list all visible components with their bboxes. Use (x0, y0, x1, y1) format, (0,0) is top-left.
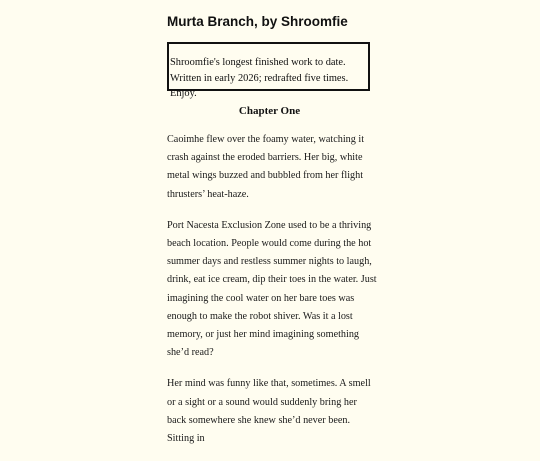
story-paragraph: Her mind was funny like that, sometimes. A smell or a sight or a sound would suddenly bring her back somewhere she knew she’d never been. Sitting in (167, 378, 371, 445)
author-note-box: Shroomfie's longest finished work to date. Written in early 2026; redrafted five times. Enjoy. (167, 42, 370, 91)
story-title: Murta Branch, by Shroomfie (167, 14, 348, 29)
story-body (167, 131, 377, 461)
story-paragraph: Caoimhe flew over the foamy water, watching it crash against the eroded barriers. Her big, white metal wings buzzed and bubbled from her flight thrusters’ heat-haze. (167, 134, 365, 200)
story-paragraph: Port Nacesta Exclusion Zone used to be a thriving beach location. People would come during the hot summer days and restless summer nights to laugh, drink, eat ice cream, dip their toes in the water. Just imagining the cool water on her bare toes was enough to make the robot shiver. Was it a lost memory, or just her mind imagining something she’d read? (167, 219, 377, 359)
chapter-heading: Chapter One (238, 105, 301, 117)
